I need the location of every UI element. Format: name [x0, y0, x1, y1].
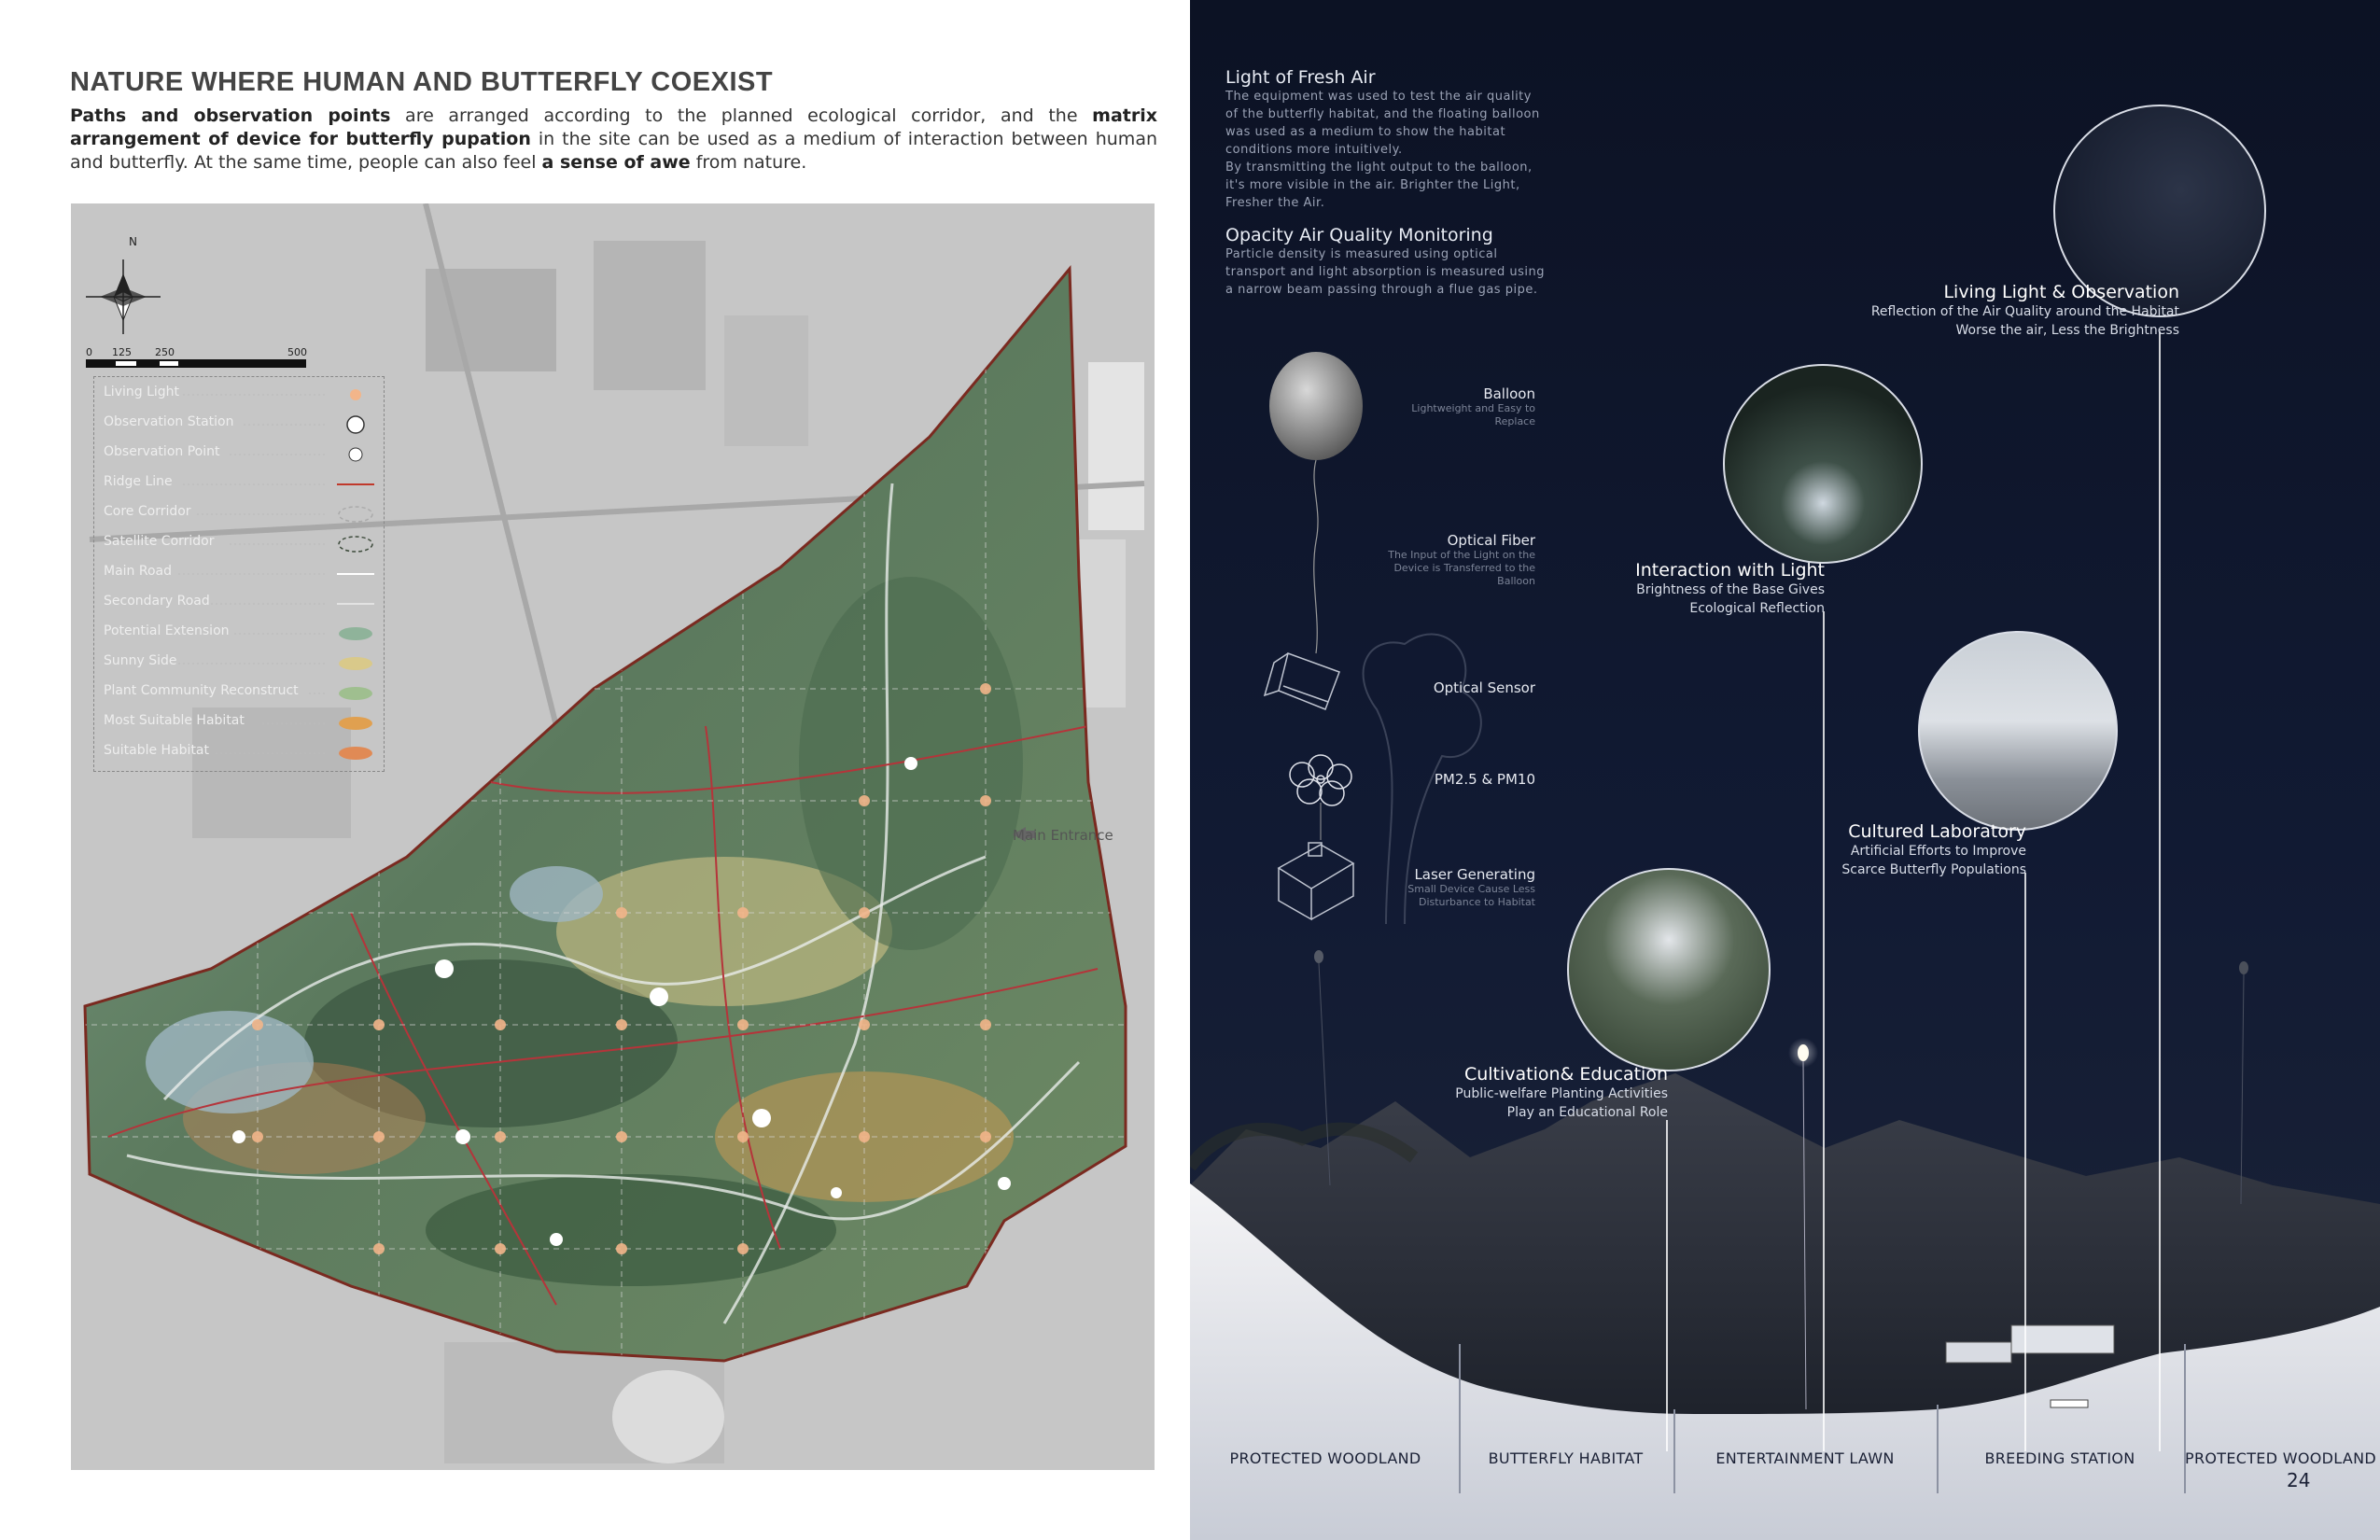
opacity-line: Particle density is measured using optical: [1225, 247, 1498, 261]
leader-line: [1666, 1120, 1668, 1451]
intro-text-2: in the site can be used as a medium of interaction between human and butterfly. At the same time, people can also feel: [70, 129, 1157, 173]
annotation-line: Worse the air, Less the Brightness: [1955, 323, 2179, 338]
annotation-line: Ecological Reflection: [1689, 601, 1825, 616]
annotation-title: Cultivation& Education: [1463, 1064, 1668, 1085]
legend-label: Main Road: [104, 564, 173, 579]
legend-point-icon: [349, 448, 362, 461]
leader-line: [1823, 611, 1825, 1451]
annotation-cultivation: [1388, 1064, 1668, 1122]
light-line: it's more visible in the air. Brighter the Light,: [1225, 178, 1520, 192]
optical-fiber-icon: [1314, 460, 1318, 653]
cultured-lab-photo: [1918, 631, 2118, 831]
interaction-light-photo: [1723, 364, 1923, 564]
light-title: Light of Fresh Air: [1225, 67, 1376, 88]
annotation-living-light: [1806, 282, 2179, 340]
balloon-icon: [1269, 352, 1363, 460]
page-title: NATURE WHERE HUMAN AND BUTTERFLY COEXIST: [70, 67, 774, 97]
zone-label: BREEDING STATION: [1984, 1449, 2135, 1467]
legend-leaders: [178, 395, 328, 753]
annotation-interaction: [1545, 560, 1825, 618]
light-of-fresh-air-block: [1225, 67, 1599, 299]
urban-block: [1088, 362, 1144, 530]
legend-extension-icon: [339, 627, 372, 640]
cultivation-photo: [1567, 868, 1771, 1071]
legend-core-corridor-icon: [339, 507, 372, 522]
station-building: [1946, 1342, 2011, 1363]
laser-generator-icon: [1279, 843, 1353, 919]
scale-tick-500: 500: [287, 346, 307, 358]
legend-symbols: [94, 377, 384, 771]
scale-tick-0: 0: [86, 346, 92, 358]
legend-label: Satellite Corridor: [104, 534, 215, 549]
legend-station-icon: [347, 416, 364, 433]
legend-label: Suitable Habitat: [104, 743, 209, 758]
right-page: [1190, 0, 2380, 1540]
zone-label: ENTERTAINMENT LAWN: [1715, 1449, 1895, 1467]
zone-label: PROTECTED WOODLAND: [2185, 1449, 2376, 1467]
scale-tick-250: 250: [155, 346, 175, 358]
balloon-string: [2241, 974, 2244, 1204]
pm-particle-icon: [1290, 755, 1351, 805]
annotation-cultured: [1746, 821, 2026, 879]
device-balloon-label: [1377, 385, 1535, 428]
legend-label: Living Light: [104, 385, 180, 399]
light-line: By transmitting the light output to the balloon,: [1225, 161, 1533, 175]
device-title: PM2.5 & PM10: [1434, 771, 1535, 788]
light-line: was used as a medium to show the habitat: [1225, 125, 1506, 139]
device-title: Optical Fiber: [1447, 532, 1535, 549]
legend-living-light-icon: [350, 389, 361, 400]
device-laser-label: [1377, 866, 1535, 909]
legend-sunny-icon: [339, 657, 372, 670]
legend-label: Sunny Side: [104, 653, 177, 668]
annotation-line: Scarce Butterfly Populations: [1841, 862, 2026, 877]
legend-label: Ridge Line: [104, 474, 173, 489]
opacity-title: Opacity Air Quality Monitoring: [1225, 225, 1493, 245]
leader-line: [2024, 873, 2026, 1451]
zone-label: BUTTERFLY HABITAT: [1488, 1449, 1644, 1467]
scale-tick-125: 125: [112, 346, 132, 358]
legend-label: Observation Point: [104, 444, 220, 459]
annotation-title: Cultured Laboratory: [1848, 821, 2026, 842]
device-title: Laser Generating: [1414, 866, 1535, 883]
optical-sensor-icon: [1265, 653, 1339, 709]
intro-paragraph: [70, 105, 1157, 175]
device-fiber-label: [1377, 532, 1535, 588]
zone-divider: [1459, 1344, 1461, 1493]
light-line: conditions more intuitively.: [1225, 143, 1403, 157]
device-title: Balloon: [1483, 385, 1535, 402]
device-sub: Lightweight and Easy to Replace: [1411, 402, 1535, 427]
zone-divider: [2184, 1344, 2186, 1493]
opacity-line: transport and light absorption is measured using: [1225, 265, 1546, 279]
annotation-title: Interaction with Light: [1635, 560, 1825, 581]
north-label: N: [129, 235, 137, 248]
device-sensor-label: [1377, 679, 1535, 696]
legend-plant-icon: [339, 687, 372, 700]
station-building: [2011, 1325, 2114, 1353]
legend-label: Core Corridor: [104, 504, 191, 519]
legend-label: Secondary Road: [104, 594, 210, 609]
dim-balloon-icon: [1314, 950, 1323, 963]
lake: [146, 1011, 314, 1113]
device-title: Optical Sensor: [1433, 679, 1535, 696]
opacity-line: a narrow beam passing through a flue gas pipe.: [1225, 283, 1538, 297]
zone-label: PROTECTED WOODLAND: [1229, 1449, 1421, 1467]
light-line: The equipment was used to test the air quality: [1225, 90, 1532, 104]
device-pm-label: [1377, 771, 1535, 788]
intro-bold-2: matrix arrangement of device for butterfly pupation: [70, 105, 1157, 149]
intro-text-3: from nature.: [690, 152, 807, 173]
legend-label: Most Suitable Habitat: [104, 713, 245, 728]
legend-suitable-icon: [339, 747, 372, 760]
lawn-bench: [2051, 1400, 2088, 1407]
lake: [510, 866, 603, 922]
annotation-line: Play an Educational Role: [1506, 1105, 1668, 1120]
stadium: [612, 1370, 724, 1463]
annotation-line: Artificial Efforts to Improve: [1850, 844, 2026, 859]
dim-balloon-icon: [2239, 961, 2248, 974]
light-line: of the butterfly habitat, and the floating balloon: [1225, 107, 1540, 121]
map-legend: [93, 376, 385, 772]
legend-most-suitable-icon: [339, 717, 372, 730]
legend-label: Observation Station: [104, 414, 234, 429]
legend-satellite-corridor-icon: [339, 537, 372, 552]
urban-block: [594, 241, 706, 390]
leader-line: [2159, 331, 2161, 1451]
device-sub: The Input of the Light on the Device is Transferred to the Balloon: [1388, 549, 1535, 587]
legend-label: Potential Extension: [104, 623, 230, 638]
page-number: 24: [2287, 1469, 2311, 1491]
annotation-line: Reflection of the Air Quality around the Habitat: [1870, 304, 2179, 319]
annotation-line: Brightness of the Base Gives: [1636, 582, 1825, 597]
urban-block: [724, 315, 808, 446]
light-line: Fresher the Air.: [1225, 196, 1325, 210]
intro-bold-3: a sense of awe: [541, 152, 691, 173]
intro-bold-1: Paths and observation points: [70, 105, 391, 126]
annotation-title: Living Light & Observation: [1943, 282, 2179, 302]
device-sub: Small Device Cause Less Disturbance to Habitat: [1407, 883, 1535, 908]
annotation-line: Public-welfare Planting Activities: [1455, 1086, 1668, 1101]
legend-label: Plant Community Reconstruct: [104, 683, 299, 698]
main-entrance-label: Main Entrance: [1013, 827, 1113, 844]
intro-text-1: are arranged according to the planned ecological corridor, and the: [390, 105, 1093, 126]
